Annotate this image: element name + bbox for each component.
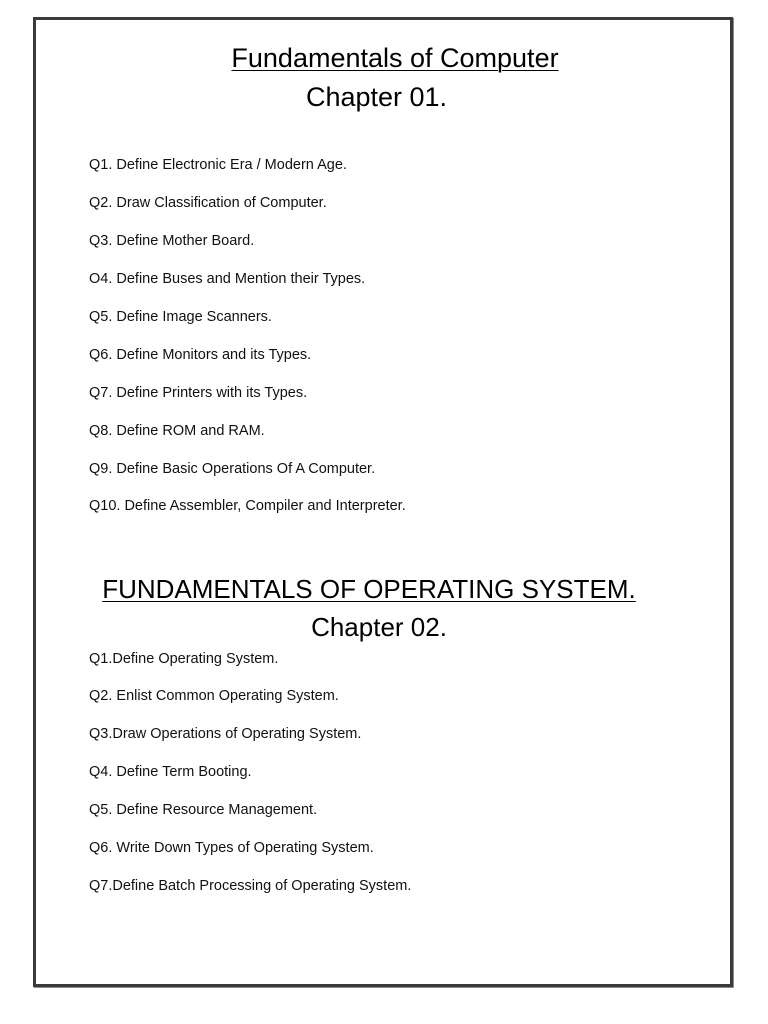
question-item: Q3. Define Mother Board. (89, 233, 255, 249)
question-item: Q5. Define Image Scanners. (89, 309, 272, 325)
question-item: Q2. Draw Classification of Computer. (89, 195, 327, 211)
question-item: O4. Define Buses and Mention their Types. (89, 271, 366, 287)
question-item: Q9. Define Basic Operations Of A Computer. (89, 461, 376, 477)
chapter2-title: FUNDAMENTALS OF OPERATING SYSTEM. (102, 574, 636, 604)
question-item: Q2. Enlist Common Operating System. (89, 688, 339, 704)
question-item: Q3.Draw Operations of Operating System. (89, 726, 362, 742)
question-item: Q7.Define Batch Processing of Operating System. (89, 878, 412, 894)
question-item: Q4. Define Term Booting. (89, 764, 252, 780)
question-item: Q6. Define Monitors and its Types. (89, 347, 312, 363)
question-item: Q5. Define Resource Management. (89, 802, 318, 818)
chapter1-subtitle: Chapter 01. (305, 82, 448, 112)
chapter2-subtitle: Chapter 02. (311, 612, 447, 642)
chapter1-title: Fundamentals of Computer (231, 43, 559, 73)
question-item: Q6. Write Down Types of Operating System. (89, 840, 374, 856)
question-item: Q1. Define Electronic Era / Modern Age. (89, 157, 347, 173)
question-item: Q10. Define Assembler, Compiler and Interpreter. (89, 498, 406, 514)
question-item: Q7. Define Printers with its Types. (89, 385, 308, 401)
question-item: Q1.Define Operating System. (89, 651, 279, 667)
question-item: Q8. Define ROM and RAM. (89, 423, 265, 439)
